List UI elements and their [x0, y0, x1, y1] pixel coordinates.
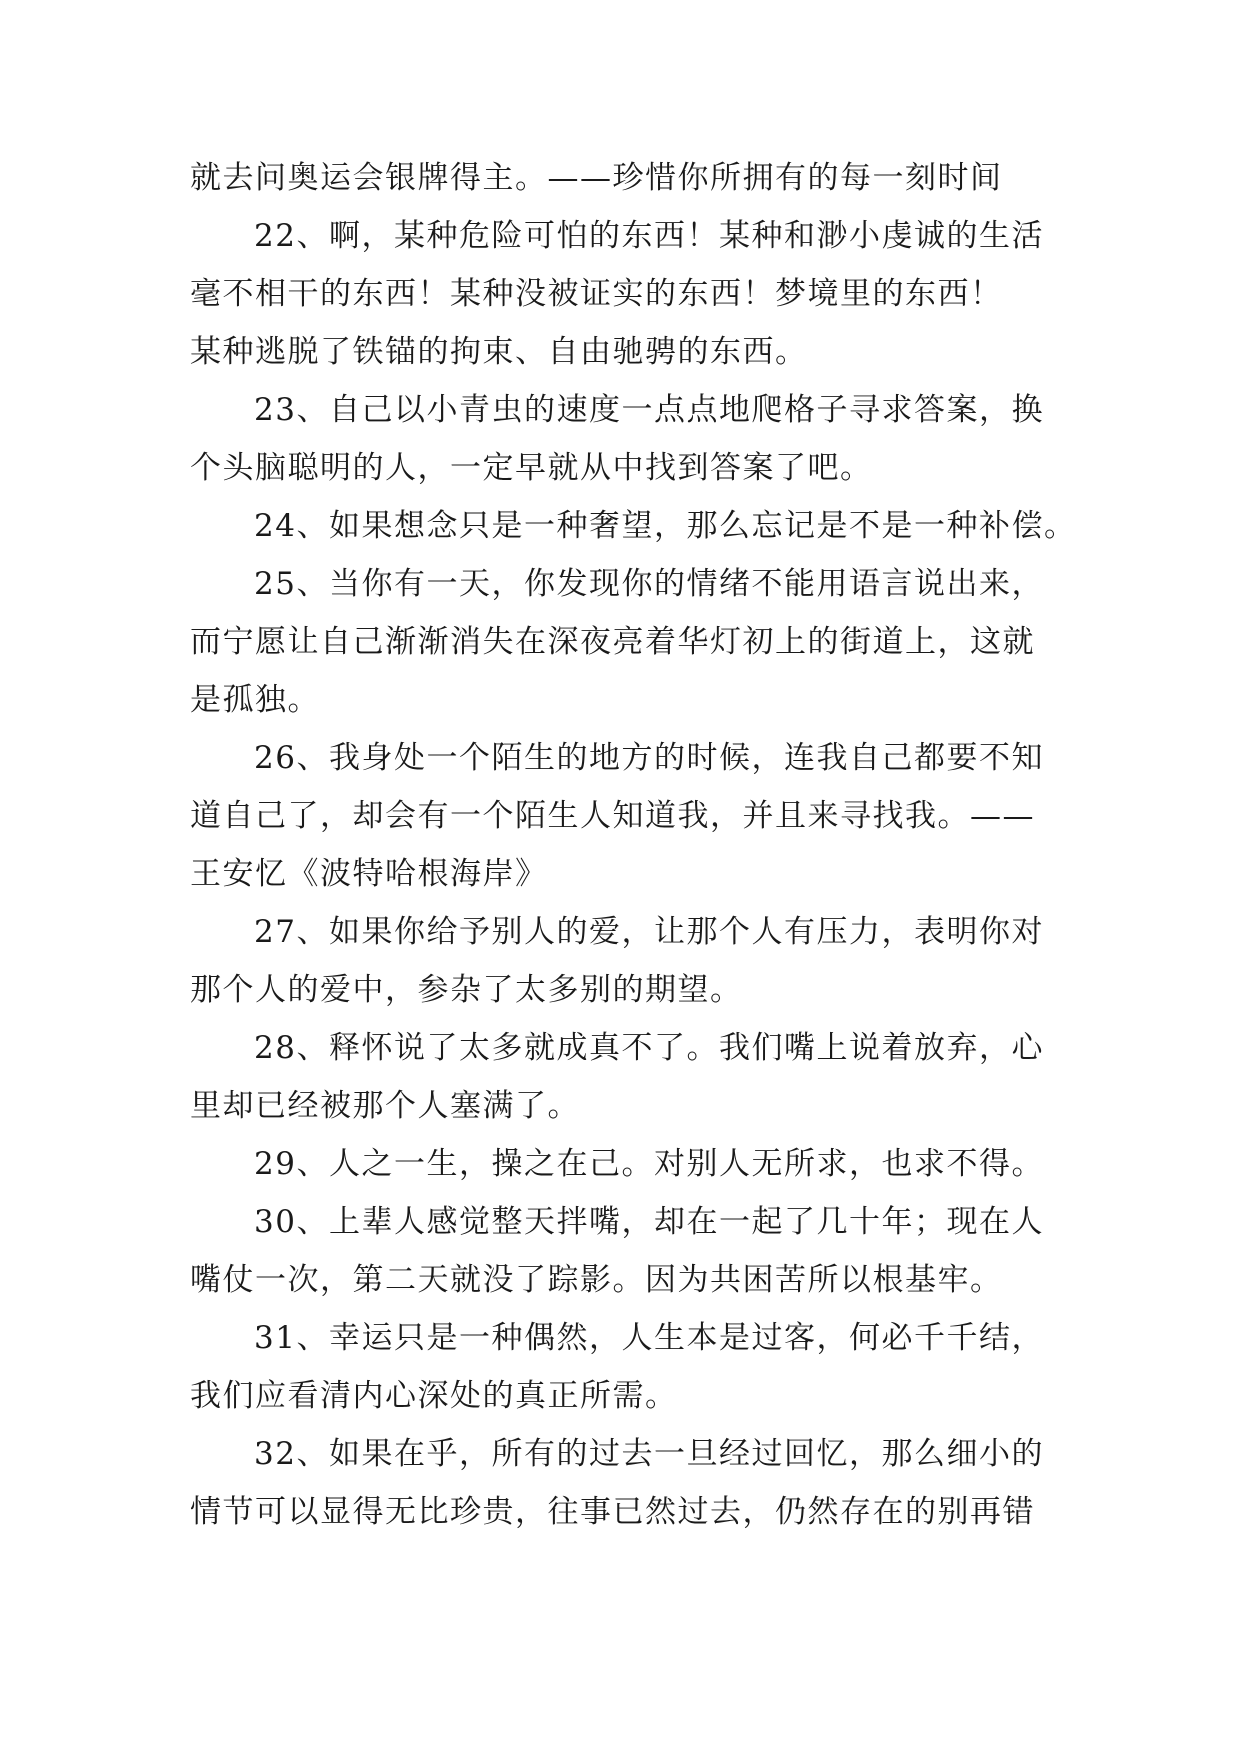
- text-line: 里却已经被那个人塞满了。: [190, 1088, 580, 1124]
- text-line: 29、人之一生，操之在己。对别人无所求，也求不得。: [254, 1146, 1044, 1182]
- text-line: 28、释怀说了太多就成真不了。我们嘴上说着放弃，心: [254, 1030, 1044, 1066]
- text-line: 30、上辈人感觉整天拌嘴，却在一起了几十年；现在人: [254, 1204, 1044, 1240]
- text-line: 道自己了，却会有一个陌生人知道我，并且来寻找我。——: [190, 798, 1035, 834]
- text-line: 32、如果在乎，所有的过去一旦经过回忆，那么细小的: [254, 1436, 1044, 1472]
- text-line: 嘴仗一次，第二天就没了踪影。因为共困苦所以根基牢。: [190, 1262, 1003, 1298]
- text-line: 23、自己以小青虫的速度一点点地爬格子寻求答案，换: [254, 392, 1044, 428]
- text-line: 而宁愿让自己渐渐消失在深夜亮着华灯初上的街道上，这就: [190, 624, 1035, 660]
- text-line: 25、当你有一天，你发现你的情绪不能用语言说出来，: [254, 566, 1044, 602]
- text-line: 26、我身处一个陌生的地方的时候，连我自己都要不知: [254, 740, 1044, 776]
- text-line: 是孤独。: [190, 682, 320, 718]
- text-line: 27、如果你给予别人的爱，让那个人有压力，表明你对: [254, 914, 1044, 950]
- text-line: 毫不相干的东西！某种没被证实的东西！梦境里的东西！: [190, 276, 1003, 312]
- text-line: 31、幸运只是一种偶然，人生本是过客，何必千千结，: [254, 1320, 1044, 1356]
- text-line: 情节可以显得无比珍贵，往事已然过去，仍然存在的别再错: [190, 1494, 1035, 1530]
- text-line: 某种逃脱了铁锚的拘束、自由驰骋的东西。: [190, 334, 808, 370]
- text-line: 22、啊，某种危险可怕的东西！某种和渺小虔诚的生活: [254, 218, 1044, 254]
- text-line: 那个人的爱中，参杂了太多别的期望。: [190, 972, 743, 1008]
- text-line: 24、如果想念只是一种奢望，那么忘记是不是一种补偿。: [254, 508, 1077, 544]
- text-line: 我们应看清内心深处的真正所需。: [190, 1378, 678, 1414]
- text-line: 个头脑聪明的人，一定早就从中找到答案了吧。: [190, 450, 873, 486]
- text-line: 就去问奥运会银牌得主。——珍惜你所拥有的每一刻时间: [190, 160, 1003, 196]
- text-line: 王安忆《波特哈根海岸》: [190, 856, 548, 892]
